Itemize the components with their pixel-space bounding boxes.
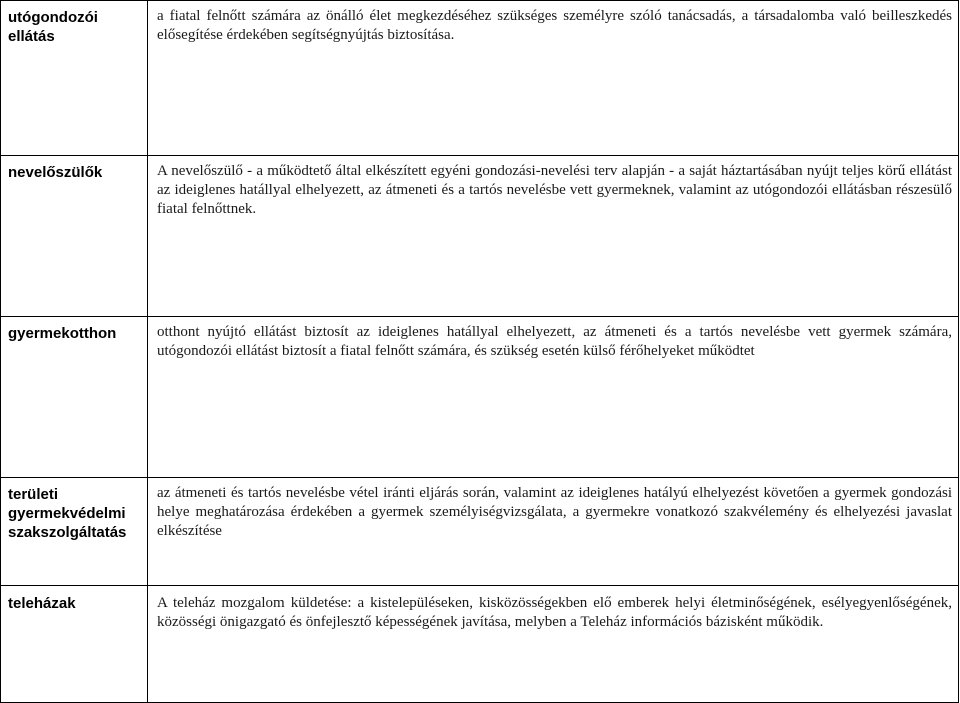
table-row (1, 1, 959, 156)
definition-cell: a fiatal felnőtt számára az önálló élet megkezdéséhez szükséges személyre szóló tanácsadás, a társadalomba való beilleszkedés elősegítése érdekében segítségnyújtás biztosítása. (148, 1, 959, 156)
term-cell: teleházak (1, 586, 148, 703)
definition-cell: A teleház mozgalom küldetése: a kistelepüléseken, kisközösségekben elő emberek helyi életminőségének, esélyegyenlőségének, közösségi önigazgató és önfejlesztő képességének javítása, melyben a Teleház információs bázisként működik. (148, 586, 959, 703)
table-row (1, 317, 959, 478)
definition-cell: az átmeneti és tartós nevelésbe vétel iránti eljárás során, valamint az ideiglenes hatályú elhelyezést követően a gyermek gondozási helye meghatározása érdekében a gyermek személyiségvizsgálata, a gyermekre vonatkozó szakvélemény és elhelyezési javaslat elkészítése (148, 478, 959, 586)
definition-cell: A nevelőszülő - a működtető által elkészített egyéni gondozási-nevelési terv alapján - a saját háztartásában nyújt teljes körű ellátást az ideiglenes hatállyal elhelyezett, az átmeneti és a tartós nevelésbe vett gyermeknek, valamint az utógondozói ellátásban részesülő fiatal felnőttnek. (148, 156, 959, 317)
term-cell: gyermekotthon (1, 317, 148, 478)
table-row (1, 478, 959, 586)
table-row (1, 156, 959, 317)
term-cell: nevelőszülők (1, 156, 148, 317)
term-cell: utógondozói ellátás (1, 1, 148, 156)
definition-cell: otthont nyújtó ellátást biztosít az ideiglenes hatállyal elhelyezett, az átmeneti és a tartós nevelésbe vett gyermek számára, utógondozói ellátást biztosít a fiatal felnőtt számára, és szükség esetén külső férőhelyeket működtet (148, 317, 959, 478)
term-cell: területi gyermekvédelmi szakszolgáltatás (1, 478, 148, 586)
table-row (1, 586, 959, 703)
